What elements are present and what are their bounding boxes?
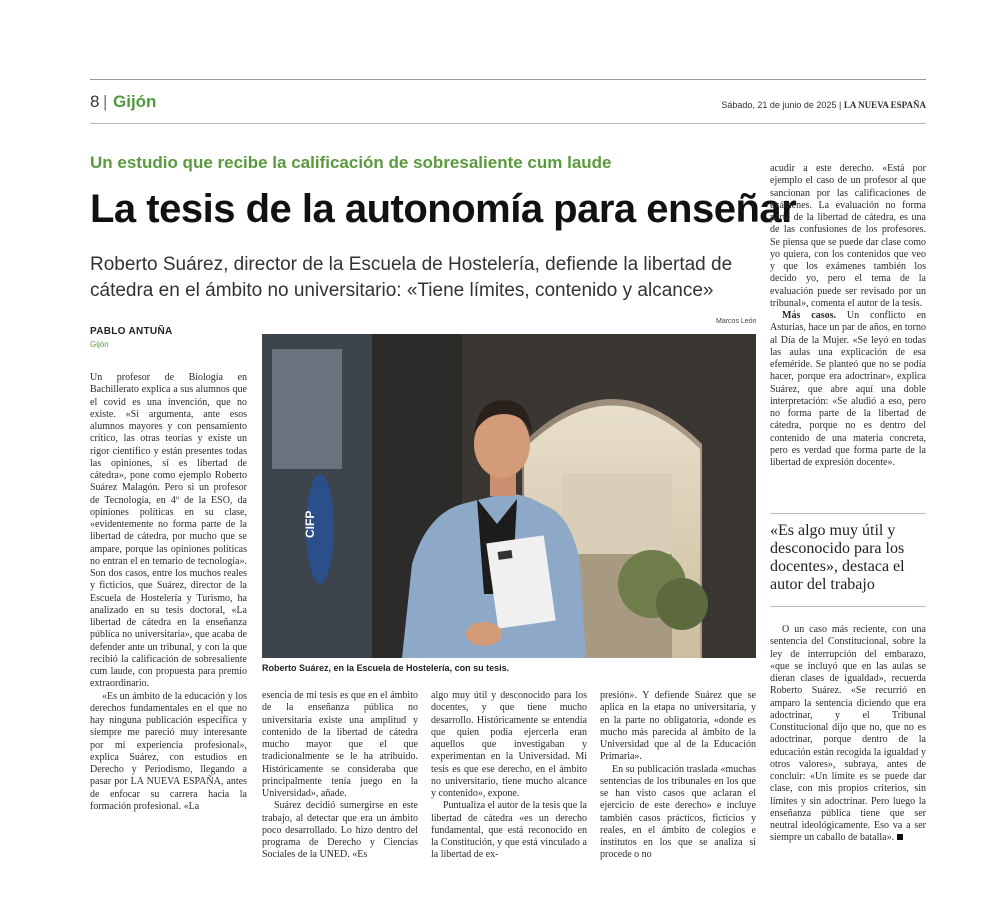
top-rule [90,79,926,80]
caption-text: Roberto Suárez, en la Escuela de Hostelería, con su tesis. [262,663,510,673]
paragraph-text: O un caso más reciente, con una sentencia del Constitucional, sobre la ley de interrupción del embarazo, «que se incluyó que en las aulas se dieran clases de igualdad», recuerda Roberto Suárez. «Se recurrió en amparo la sentencia diciendo que era adoctrinar, y el Tribunal Constitucional dijo que no, que no es adoctrinar, porque dentro de la educación están recogida la igualdad y otros valores», subraya, antes de concluir: «Un límite es se puede dar clase, con mis propios criterios, sin límites y sin adoctrinar. Pero luego la enseñanza pública tiene que ser neutral ideológicamente. Eso va a ser siempre un caballo de batalla». [770,624,926,844]
subheadline: Roberto Suárez, director de la Escuela de Hostelería, defiende la libertad de cátedra en el ámbito no universitario: «Tiene límites, contenido y alcance» [90,254,733,301]
newspaper-name: LA NUEVA ESPAÑA [843,100,926,110]
paragraph: Un profesor de Biología en Bachillerato explica a sus alumnos que el covid es una invención, que no existe. «Si argumenta, ante esos alumnos mayores y con pensamiento crítico, las otras teorías y existe un rigor científico y están presentes todas las opiniones, sí es libertad de cátedra», pone como ejemplo Roberto Suárez Malagón. Pero si un profesor de Tecnología, en 4º de la ESO, da opiniones políticas en su clase, «evidentemente no forma parte de la libertad de cátedra, por mucho que se ampare, porque las opiniones políticas no entran el en temario de tecnología». Son dos casos, entre los muchos reales y ficticios, que Suárez, director de la Escuela de Hostelería y Turismo, ha analizado en su tesis doctoral, «La libertad de cátedra en la enseñanza pública no universitaria», que acaba de defender ante un tribunal, y con la que recibió la calificación de sobresaliente cum laude, con propuesta para premio extraordinario. [90,372,247,690]
paragraph: Suárez decidió sumergirse en este trabajo, al detectar que era un ámbito poco desarrollado. Lo hizo dentro del programa de Derecho y Ciencias Sociales de la UNED. «Es [262,800,418,861]
photo-caption [262,663,509,673]
paragraph: algo muy útil y desconocido para los docentes, y que tiene mucho desarrollo. Históricamente se entendía que quien podía ejercerla eran aquellos que investigaban y experimentan en la Universidad. Mi tesis es que ese derecho, en el ámbito no universitario, tiene mucho alcance y contenido», expone. [431,690,587,799]
paragraph: esencia de mi tesis es que en el ámbito de la enseñanza pública no universitaria existe una amplitud y contenido de la libertad de cátedra mucho mayor que el que tradicionalmente se le ha atribuido. Históricamente se consideraba que principalmente tenía juego en la Universidad», añade. [262,690,418,799]
pullquote-rule-bottom [770,606,926,607]
article-column-5-top [770,163,926,469]
headline: La tesis de la autonomía para enseñar [90,187,797,231]
section-name: Gijón [113,92,157,111]
article-column-1 [90,372,247,813]
byline-location: Gijón [90,340,109,349]
paragraph: acudir a este derecho. «Está por ejemplo el caso de un profesor al que sancionan por las calificaciones de exámenes. La evaluación no forma parte de la libertad de cátedra, es una de las confusiones de los profesores. Se piensa que se puede dar clase como yo quiera, con los contenidos que veo y que los exámenes también los decido yo, pero el tema de la evaluación puede ser revisado por un tribunal», comenta el autor de la tesis. [770,163,926,309]
page-number: 8 [90,92,100,111]
dateline [721,100,926,110]
paragraph: En su publicación traslada «muchas sentencias de los tribunales en los que se han visto casos que aclaran el ejercicio de este derecho» e incluye también casos prácticos, ficticios y reales, en el ámbito de colegios e institutos en los que se analiza si procede o no [600,763,756,861]
end-mark-icon [897,834,903,840]
article-column-5-bottom [770,624,926,845]
paragraph: presión». Y defiende Suárez que se aplica en la etapa no universitaria, y en la parte no obligatoria, «donde es mucho más parecida al ámbito de la Universidad que al de la Educación Primaria». [600,690,756,763]
kicker: Un estudio que recibe la calificación de sobresaliente cum laude [90,153,612,172]
paragraph: Puntualiza el autor de la tesis que la libertad de cátedra «es un derecho fundamental, que está reconocido en la Constitución, y que está vinculado a la libertad de ex- [431,800,587,861]
article-column-2 [262,690,418,862]
byline-author: PABLO ANTUÑA [90,326,173,337]
paragraph: «Es un ámbito de la educación y los derechos fundamentales en el que no hay ninguna publicación específica y siempre me pareció muy interesante por mi experiencia profesional», explica Suárez, con estudios en Derecho y Periodismo, llegando a pasar por LA NUEVA ESPAÑA, antes de enfocar su carrera hacia la formación profesional. «La [90,690,247,812]
article-column-3 [431,690,587,862]
photo-illustration [262,334,756,658]
header-rule [90,123,926,124]
page-separator: | [103,92,108,111]
photo-credit: Marcos León [716,318,757,325]
paragraph [770,624,926,845]
pullquote: «Es algo muy útil y desconocido para los docentes», destaca el autor del trabajo [770,522,905,593]
paragraph-text: Un conflicto en Asturias, hace un par de años, en torno al Día de la Mujer. «Se leyó en todas las aulas una explicación de esa efeméride. Se planteó que no se podía hacer, porque era adoctrinar», explica Suárez, que abre aquí una doble interpretación: «Se aludió a eso, pero no forma parte de la libertad de cátedra, porque no es dentro del contenido de una materia concreta, pero es verdad que forma parte de la libertad de expresión docente». [770,310,927,468]
article-column-4 [600,690,756,862]
article-photo [262,334,756,658]
date: Sábado, 21 de junio de 2025 | [721,100,842,110]
pullquote-rule-top [770,513,926,514]
svg-text:CIFP: CIFP [303,510,317,538]
subsection-heading: Más casos. [782,310,836,321]
paragraph [770,310,926,469]
